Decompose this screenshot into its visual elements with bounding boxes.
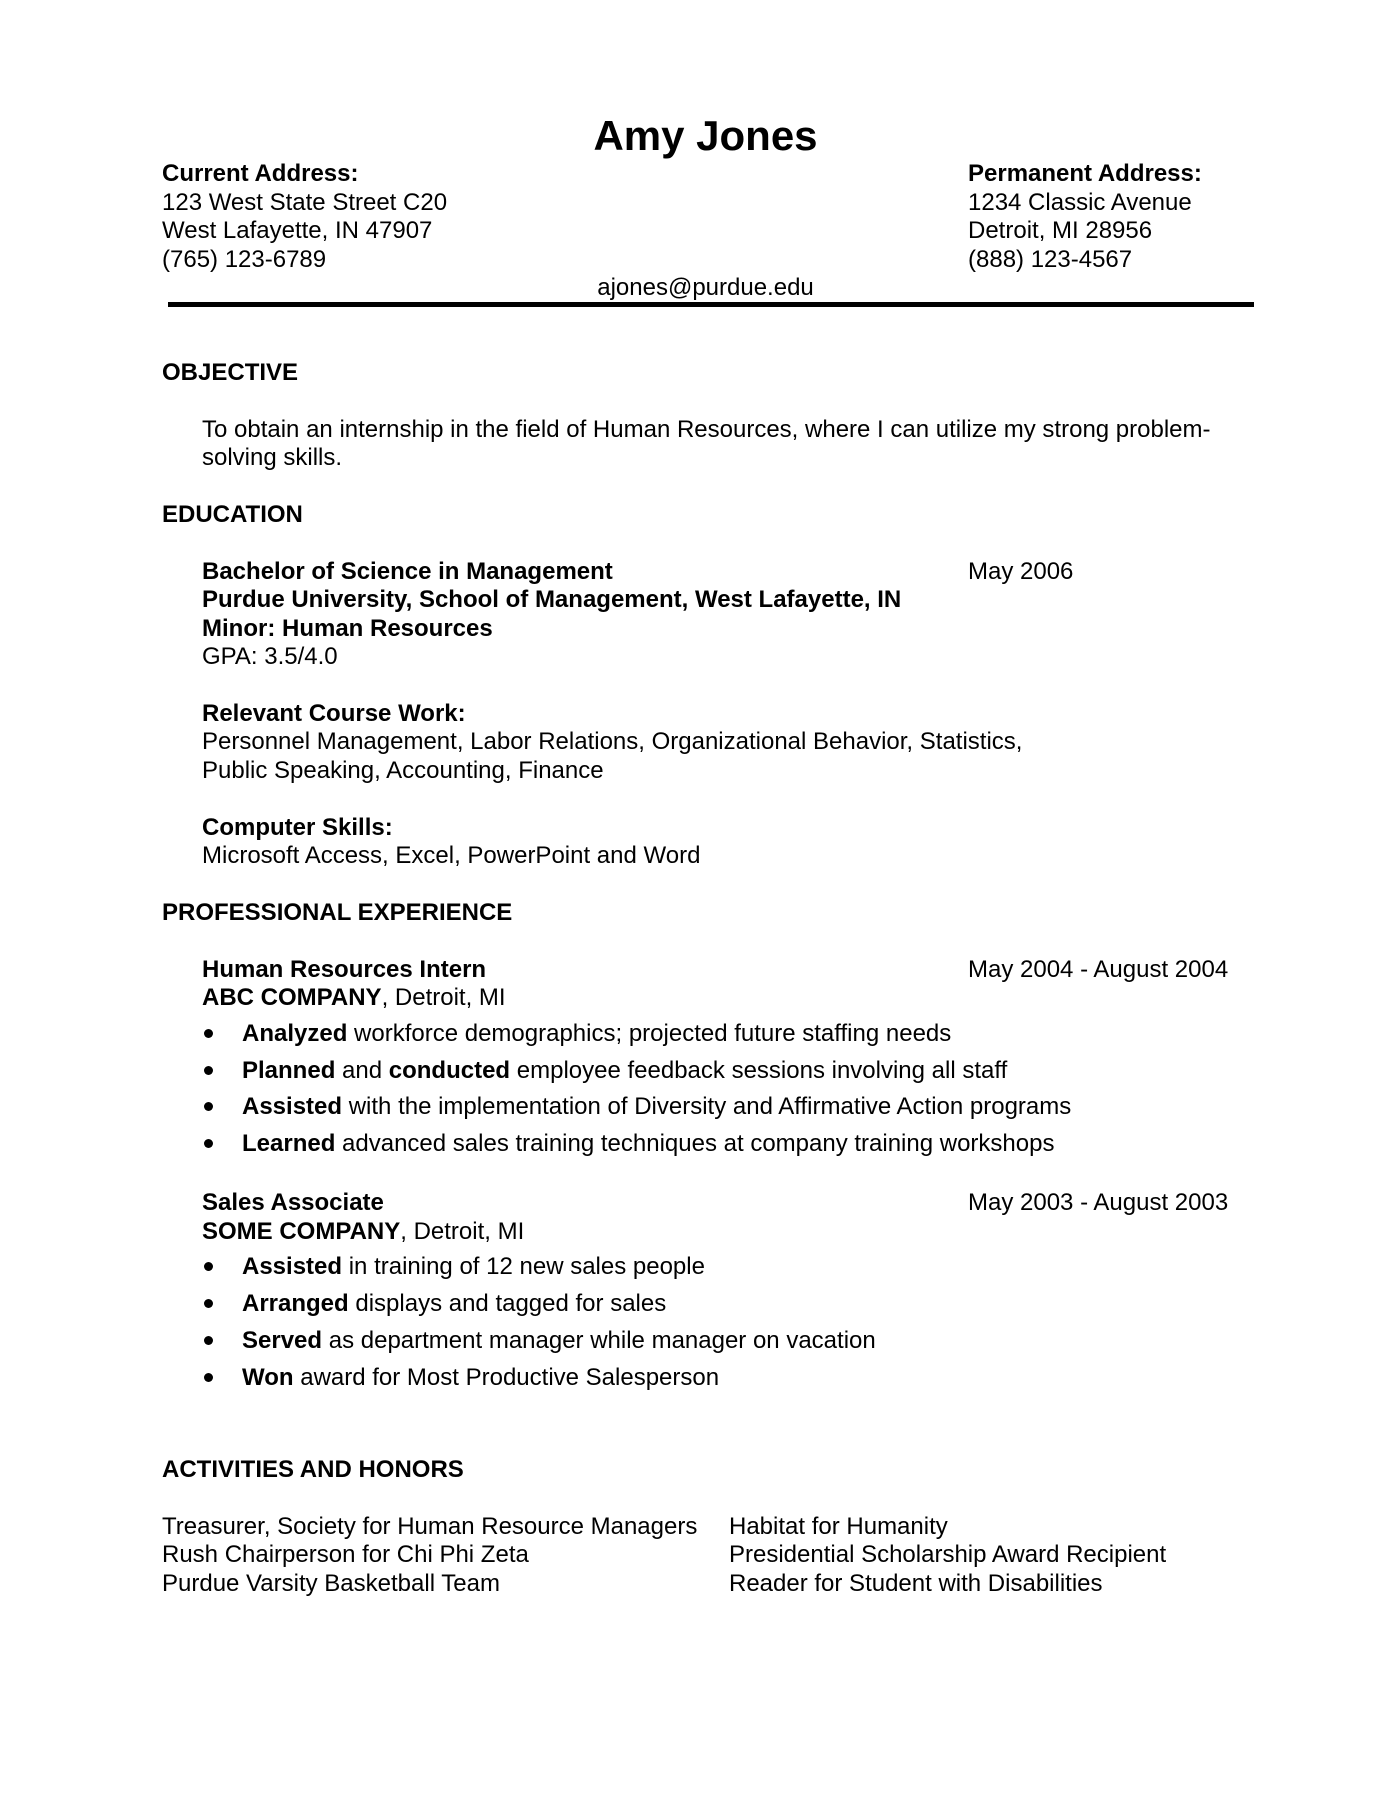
bullet-text: advanced sales training techniques at company training workshops [335, 1130, 1055, 1157]
coursework-line2: Public Speaking, Accounting, Finance [202, 757, 604, 784]
bullet-text: award for Most Productive Salesperson [293, 1364, 720, 1391]
activity-left-1: Treasurer, Society for Human Resource Managers [162, 1513, 698, 1540]
objective-heading: OBJECTIVE [162, 359, 299, 386]
minor: Minor: Human Resources [202, 615, 493, 642]
activity-right-1: Habitat for Humanity [729, 1513, 948, 1540]
bullet-verb: Assisted [242, 1253, 343, 1280]
coursework-label: Relevant Course Work: [202, 700, 466, 727]
list-item [242, 1057, 1007, 1085]
list-item [242, 1290, 666, 1318]
bullet-icon [204, 1139, 213, 1148]
email: ajones@purdue.edu [597, 274, 814, 301]
bullet-text: in training of 12 new sales people [342, 1253, 705, 1280]
coursework-line1: Personnel Management, Labor Relations, Organizational Behavior, Statistics, [202, 728, 1023, 755]
bullet-icon [204, 1262, 213, 1271]
job-company-line [202, 1218, 524, 1246]
job-dates: May 2004 - August 2004 [968, 956, 1229, 983]
job-company-line [202, 984, 506, 1012]
job-title: Human Resources Intern [202, 956, 487, 983]
degree-date: May 2006 [968, 558, 1074, 585]
bullet-verb: Learned [242, 1130, 336, 1157]
current-phone: (765) 123-6789 [162, 246, 327, 273]
current-address-label: Current Address: [162, 160, 359, 187]
school: Purdue University, School of Management, West Lafayette, IN [202, 586, 902, 613]
list-item [242, 1327, 876, 1355]
company-name: ABC COMPANY [202, 984, 382, 1011]
bullet-icon [204, 1102, 213, 1111]
bullet-text-2: employee feedback sessions involving all staff [510, 1057, 1008, 1084]
company-location: , Detroit, MI [381, 984, 506, 1011]
bullet-icon [204, 1373, 213, 1382]
job-title: Sales Associate [202, 1189, 384, 1216]
objective-line1: To obtain an internship in the field of Human Resources, where I can utilize my strong problem- [202, 416, 1211, 443]
list-item [242, 1253, 705, 1281]
bullet-text: and [335, 1057, 389, 1084]
computer-skills: Microsoft Access, Excel, PowerPoint and Word [202, 842, 701, 869]
gpa: GPA: 3.5/4.0 [202, 643, 338, 670]
bullet-icon [204, 1299, 213, 1308]
bullet-verb-2: conducted [388, 1057, 511, 1084]
bullet-verb: Planned [242, 1057, 336, 1084]
objective-line2: solving skills. [202, 444, 343, 471]
computer-skills-label: Computer Skills: [202, 814, 393, 841]
activity-right-2: Presidential Scholarship Award Recipient [729, 1541, 1167, 1568]
activities-heading: ACTIVITIES AND HONORS [162, 1456, 464, 1483]
bullet-icon [204, 1336, 213, 1345]
bullet-text: as department manager while manager on vacation [322, 1327, 876, 1354]
bullet-verb: Assisted [242, 1093, 343, 1120]
company-name: SOME COMPANY [202, 1218, 401, 1245]
permanent-phone: (888) 123-4567 [968, 246, 1133, 273]
resume-name: Amy Jones [593, 112, 818, 159]
bullet-icon [204, 1029, 213, 1038]
activity-right-3: Reader for Student with Disabilities [729, 1570, 1103, 1597]
current-address-line2: West Lafayette, IN 47907 [162, 217, 433, 244]
list-item [242, 1130, 1054, 1158]
permanent-address-label: Permanent Address: [968, 160, 1202, 187]
bullet-icon [204, 1066, 213, 1075]
company-location: , Detroit, MI [400, 1218, 525, 1245]
activity-left-3: Purdue Varsity Basketball Team [162, 1570, 500, 1597]
bullet-text: with the implementation of Diversity and Affirmative Action programs [342, 1093, 1072, 1120]
header-divider [168, 302, 1254, 307]
list-item [242, 1093, 1071, 1121]
permanent-address-line1: 1234 Classic Avenue [968, 189, 1192, 216]
bullet-text: displays and tagged for sales [348, 1290, 667, 1317]
job-dates: May 2003 - August 2003 [968, 1189, 1229, 1216]
bullet-verb: Served [242, 1327, 323, 1354]
list-item [242, 1020, 951, 1048]
bullet-verb: Arranged [242, 1290, 349, 1317]
degree: Bachelor of Science in Management [202, 558, 613, 585]
current-address-line1: 123 West State Street C20 [162, 189, 448, 216]
education-heading: EDUCATION [162, 501, 303, 528]
bullet-verb: Won [242, 1364, 294, 1391]
permanent-address-line2: Detroit, MI 28956 [968, 217, 1153, 244]
bullet-verb: Analyzed [242, 1020, 348, 1047]
activity-left-2: Rush Chairperson for Chi Phi Zeta [162, 1541, 529, 1568]
bullet-text: workforce demographics; projected future staffing needs [347, 1020, 952, 1047]
experience-heading: PROFESSIONAL EXPERIENCE [162, 899, 513, 926]
list-item [242, 1364, 719, 1392]
